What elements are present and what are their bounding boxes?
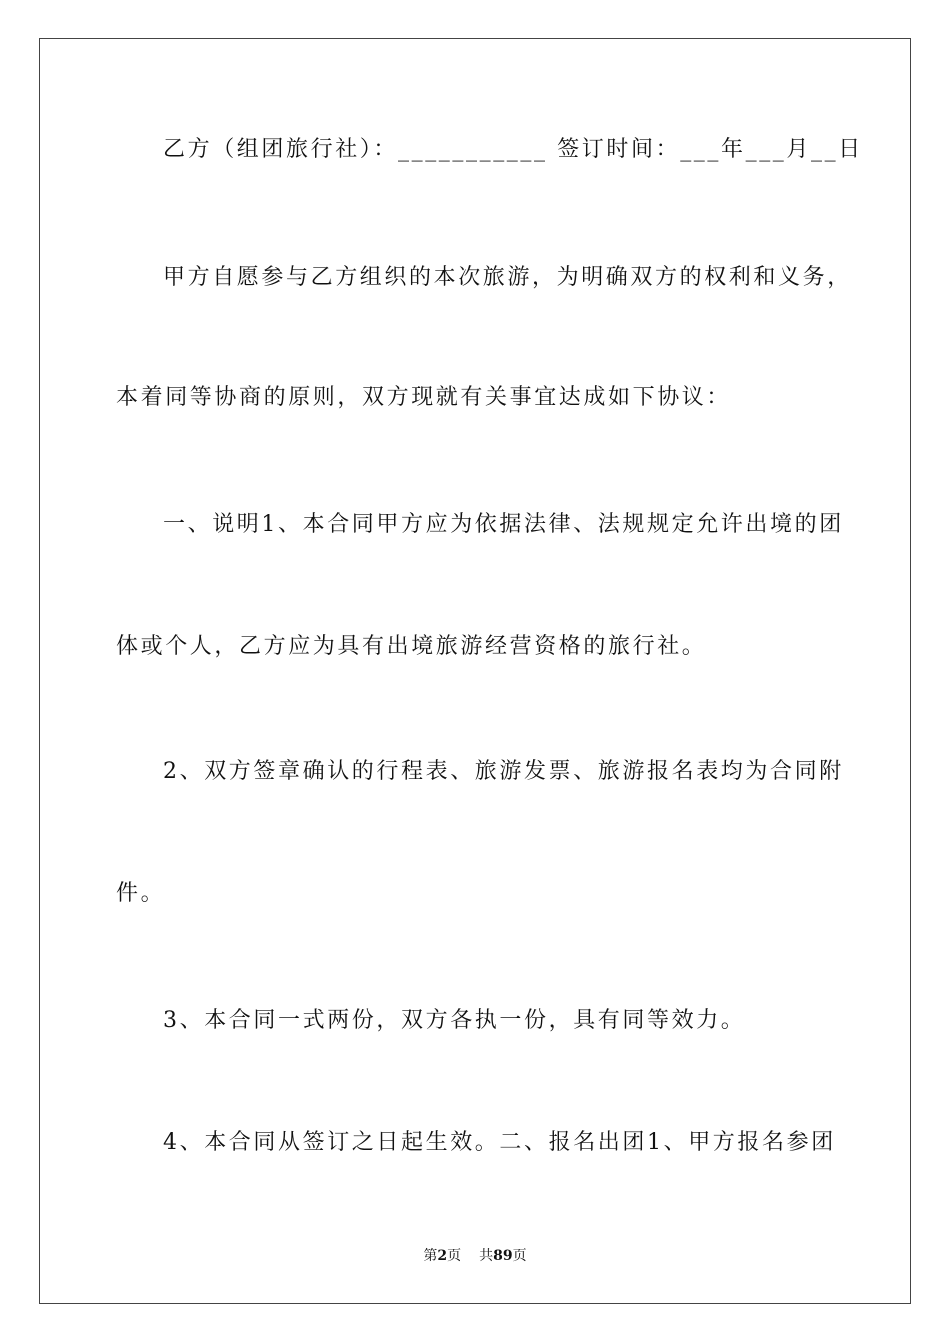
page-suffix: 页 bbox=[447, 1248, 462, 1264]
paragraph-line: 一、说明1、本合同甲方应为依据法律、法规规定允许出境的团 bbox=[163, 512, 844, 537]
paragraph-line: 件。 bbox=[116, 881, 166, 906]
paragraph-line: 体或个人，乙方应为具有出境旅游经营资格的旅行社。 bbox=[116, 634, 707, 659]
paragraph-line: 4、本合同从签订之日起生效。二、报名出团1、甲方报名参团 bbox=[163, 1130, 836, 1155]
page-prefix: 第 bbox=[423, 1248, 438, 1264]
total-suffix: 页 bbox=[512, 1248, 527, 1264]
page-footer bbox=[0, 1246, 950, 1266]
paragraph-line: 2、双方签章确认的行程表、旅游发票、旅游报名表均为合同附 bbox=[163, 759, 844, 784]
total-prefix: 共 bbox=[479, 1248, 494, 1264]
total-pages: 89 bbox=[493, 1248, 513, 1264]
paragraph-line: 本着同等协商的原则，双方现就有关事宜达成如下协议： bbox=[116, 385, 732, 410]
party-b-signing-line: 乙方（组团旅行社）：___________ 签订时间：___年___月__日 bbox=[163, 137, 863, 162]
paragraph-line: 3、本合同一式两份，双方各执一份，具有同等效力。 bbox=[163, 1008, 746, 1033]
page-number: 2 bbox=[437, 1248, 448, 1264]
paragraph-line: 甲方自愿参与乙方组织的本次旅游，为明确双方的权利和义务， bbox=[163, 265, 852, 290]
page-frame bbox=[39, 38, 911, 1304]
